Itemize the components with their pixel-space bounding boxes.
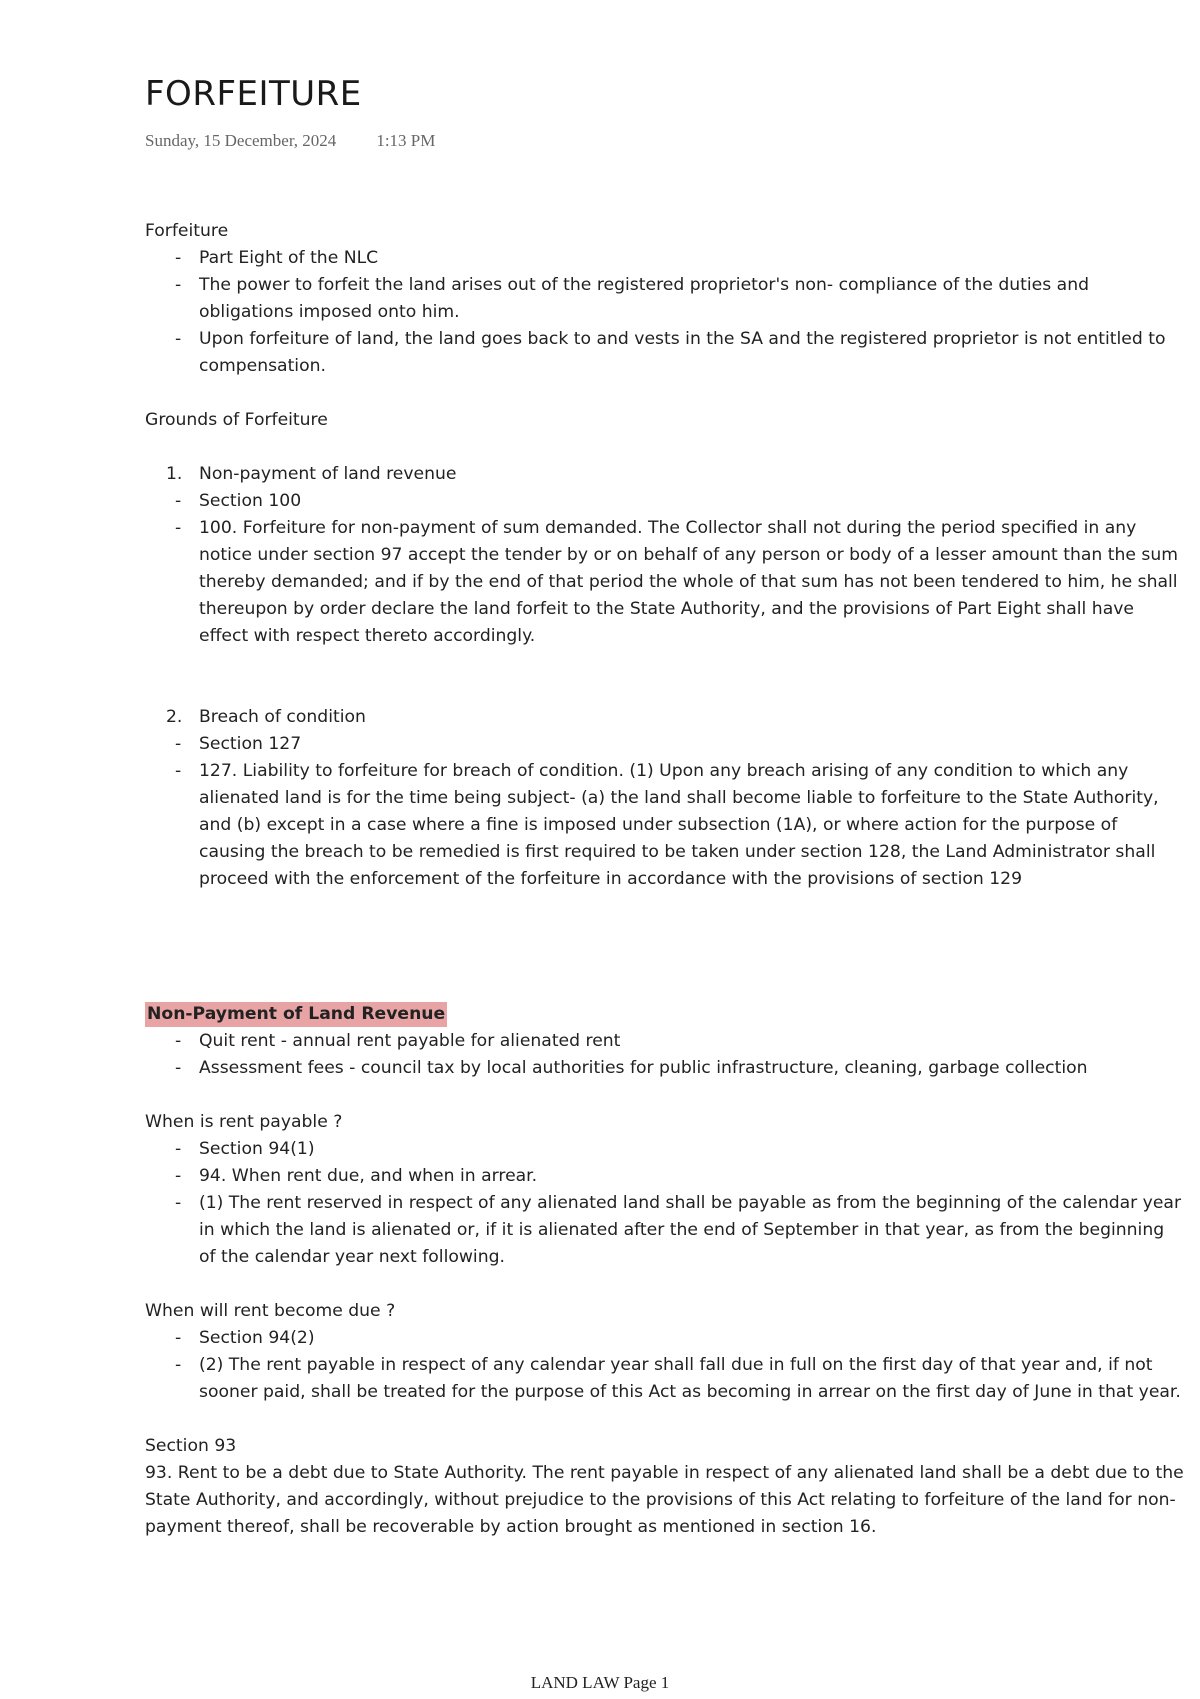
list-item: - Section 127: [175, 734, 302, 754]
list-item: - (2) The rent payable in respect of any calendar year shall fall due in full on the first day of that year and, if not sooner paid, shall be treated for the purpose of this Act as becoming in arrear on the first day of June in that year.: [175, 1355, 1181, 1402]
list-item: - 100. Forfeiture for non-payment of sum demanded. The Collector shall not during the period specified in any notice under section 97 accept the tender by or on behalf of any person or body of a lesser amount than the sum thereby demanded; and if by the end of that period the whole of that sum has not been tendered to him, he shall thereupon by order declare the land forfeit to the State Authority, and the provisions of Part Eight shall have effect with respect thereto accordingly.: [175, 518, 1179, 646]
note-time: 1:13 PM: [376, 131, 436, 150]
section-heading-when-payable: When is rent payable ?: [145, 1112, 343, 1132]
list-item: - 127. Liability to forfeiture for breach of condition. (1) Upon any breach arising of any condition to which any alienated land is for the time being subject- (a) the land shall become liable to forfeiture to the State Authority, and (b) except in a case where a fine is imposed under subsection (1A), or where action for the purpose of causing the breach to be remedied is first required to be taken under section 128, the Land Administrator shall proceed with the enforcement of the forfeiture in accordance with the provisions of section 129: [175, 761, 1159, 889]
list-item: - (1) The rent reserved in respect of any alienated land shall be payable as from the beginning of the calendar year in which the land is alienated or, if it is alienated after the end of September in that year, as from the beginning of the calendar year next following.: [175, 1193, 1182, 1267]
note-body: [145, 218, 1185, 1541]
section-heading-grounds: Grounds of Forfeiture: [145, 410, 328, 430]
page-footer: LAND LAW Page 1: [530, 1673, 670, 1692]
section93-text: 93. Rent to be a debt due to State Authority. The rent payable in respect of any alienated land shall be a debt due to the State Authority, and accordingly, without prejudice to the provisions of this Act relating to forfeiture of the land for non-payment thereof, shall be recoverable by action brought as mentioned in section 16.: [145, 1463, 1184, 1537]
section-heading-section93: Section 93: [145, 1436, 237, 1456]
list-item: - Quit rent - annual rent payable for alienated rent: [175, 1031, 621, 1051]
highlighted-heading: Non-Payment of Land Revenue: [145, 1002, 447, 1027]
page-title: FORFEITURE: [145, 74, 362, 114]
list-item: - The power to forfeit the land arises out of the registered proprietor's non- compliance of the duties and obligations imposed onto him.: [175, 275, 1089, 322]
section-heading-when-due: When will rent become due ?: [145, 1301, 396, 1321]
note-date: Sunday, 15 December, 2024: [145, 131, 337, 150]
list-item: - Section 94(1): [175, 1139, 315, 1159]
list-item: - Section 100: [175, 491, 302, 511]
list-item: - 94. When rent due, and when in arrear.: [175, 1166, 538, 1186]
note-timestamp: [145, 131, 435, 151]
section-heading-forfeiture: Forfeiture: [145, 221, 229, 241]
numbered-item: 1. Non-payment of land revenue: [166, 464, 457, 484]
list-item: - Upon forfeiture of land, the land goes back to and vests in the SA and the registered proprietor is not entitled to compensation.: [175, 329, 1166, 376]
section-heading-nonpayment: [145, 1001, 1185, 1028]
numbered-item: 2. Breach of condition: [166, 707, 366, 727]
list-item: - Assessment fees - council tax by local authorities for public infrastructure, cleaning, garbage collection: [175, 1058, 1088, 1078]
list-item: - Section 94(2): [175, 1328, 315, 1348]
list-item: - Part Eight of the NLC: [175, 248, 379, 268]
